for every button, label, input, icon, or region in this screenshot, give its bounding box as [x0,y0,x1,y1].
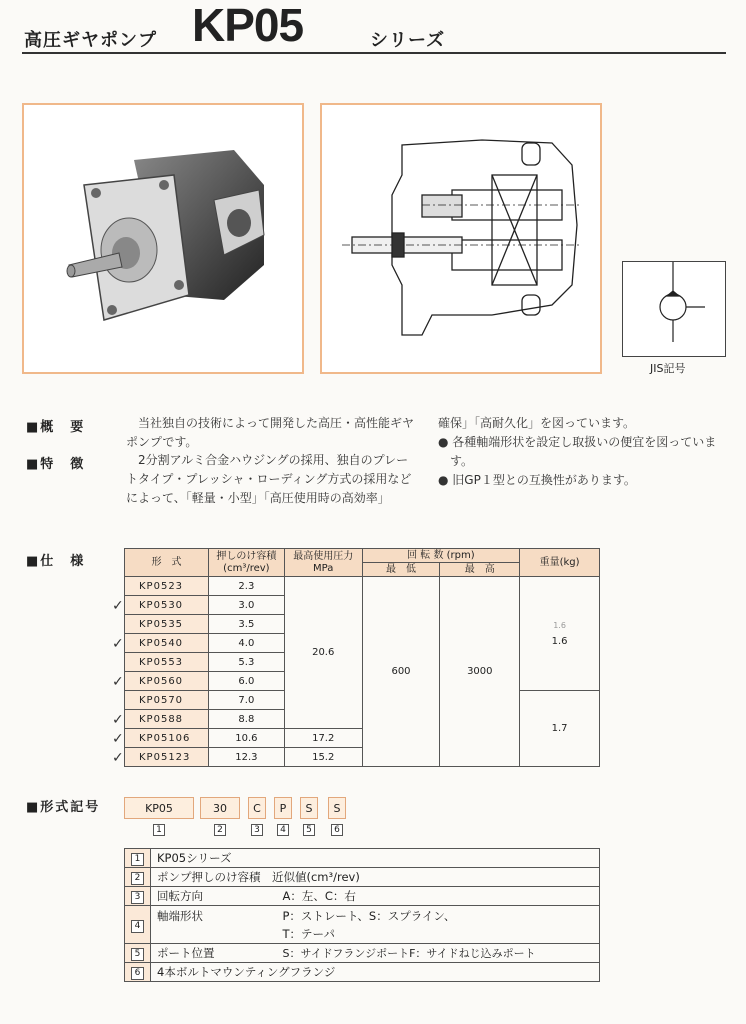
speed-min-value: 600 [362,577,440,767]
row-model: KP0560 [125,672,209,691]
features-continued: 確保」「高耐久化」を図っています。 [438,416,636,430]
row-model: KP0588 [125,710,209,729]
cross-section-illustration [322,105,600,372]
row-disp: 6.0 [208,672,284,691]
legend-num: 3 [131,891,144,904]
features-text: 2分割アルミ合金ハウジングの採用、独自のプレートタイプ・プレッシャ・ローディング方式の採用などによって、「軽量・小型」「高圧使用時の高効率」 [126,453,412,505]
legend-row [125,906,600,944]
pump-illustration [24,105,302,372]
row-disp: 5.3 [208,653,284,672]
th-displacement-unit: (cm³/rev) [223,562,270,574]
legend-row [125,944,600,963]
code-part-rotation: C [248,797,266,819]
check-mark: ✓ [112,731,124,747]
legend-value: P：ストレート、S：スプライン、 [282,908,456,923]
legend-value: A：左、C：右 [277,887,600,906]
th-speed-max: 最 高 [440,563,520,577]
code-legend-table [124,848,600,982]
code-index: 3 [251,824,263,836]
check-mark: ✓ [112,636,124,652]
pump-symbol-icon [623,262,725,356]
code-index: 2 [214,824,226,836]
row-disp: 8.8 [208,710,284,729]
weight-a [520,577,600,691]
legend-name: 4本ボルトマウンティングフランジ [151,963,600,982]
th-pressure [284,549,362,577]
title-prefix: 高圧ギヤポンプ [24,30,157,51]
check-mark: ✓ [112,750,124,766]
legend-num: 2 [131,872,144,885]
code-index: 6 [331,824,343,836]
row-model: KP0540 [125,634,209,653]
row-model: KP0535 [125,615,209,634]
row-disp: 4.0 [208,634,284,653]
legend-value: S：サイドフランジポートF：サイドねじ込みポート [277,944,600,963]
spec-label: ■仕 様 [26,554,86,569]
row-model: KP0570 [125,691,209,710]
th-model: 形 式 [125,549,209,577]
row-model: KP05106 [125,729,209,748]
th-displacement-label: 押しのけ容積 [216,550,277,562]
code-part-flange: S [328,797,346,819]
code-part-series: KP05 [124,797,194,819]
legend-row [125,849,600,868]
title-rule [22,52,726,54]
overview-text: 当社独自の技術によって開発した高圧・高性能ギヤポンプです。 [126,416,415,449]
code-label: ■形式記号 [26,800,101,815]
code-index: 4 [277,824,289,836]
check-mark: ✓ [112,598,124,614]
pressure-106: 17.2 [284,729,362,748]
row-model: KP0530 [125,596,209,615]
feature-bullet-2: ● 旧GP１型との互換性があります。 [438,473,636,487]
speed-max-value: 3000 [440,577,520,767]
row-model: KP0523 [125,577,209,596]
legend-row [125,887,600,906]
pump-photo [22,103,304,374]
feature-bullet-1-text: 各種軸端形状を設定し取扱いの便宜を図っています。 [450,435,717,468]
check-mark: ✓ [112,674,124,690]
title-model: KP05 [192,0,304,51]
legend-row [125,868,600,887]
legend-row [125,963,600,982]
pressure-main: 20.6 [284,577,362,729]
weight-b: 1.7 [520,691,600,767]
th-speed-min: 最 低 [362,563,440,577]
title-suffix: シリーズ [370,30,446,51]
legend-name: ポンプ押しのけ容積 [157,870,261,884]
th-weight: 重量(kg) [520,549,600,577]
jis-symbol-frame [622,261,726,357]
check-mark: ✓ [112,712,124,728]
legend-name: 軸端形状 [151,906,277,944]
row-disp: 3.0 [208,596,284,615]
feature-bullet-1: ● 各種軸端形状を設定し取扱いの便宜を図っています。 [438,435,717,468]
code-part-displacement: 30 [200,797,240,819]
features-label: ■特 徴 [26,457,86,472]
legend-name: ポート位置 [151,944,277,963]
row-disp: 10.6 [208,729,284,748]
th-speed: 回 転 数 (rpm) [362,549,520,563]
jis-label: JIS記号 [650,362,686,375]
legend-num: 6 [131,967,144,980]
legend-value-block [277,906,600,944]
row-disp: 2.3 [208,577,284,596]
row-disp: 7.0 [208,691,284,710]
row-disp: 3.5 [208,615,284,634]
legend-num: 4 [131,920,144,933]
pressure-123: 15.2 [284,748,362,767]
overview-label: ■概 要 [26,420,86,435]
legend-name: KP05シリーズ [151,849,600,868]
spec-table [124,548,600,767]
row-disp: 12.3 [208,748,284,767]
row-model: KP05123 [125,748,209,767]
legend-num: 1 [131,853,144,866]
code-index: 1 [153,824,165,836]
th-displacement [208,549,284,577]
code-part-shaft: P [274,797,292,819]
section-drawing [320,103,602,374]
th-pressure-label: 最高使用圧力 [293,550,354,562]
legend-name: 回転方向 [151,887,277,906]
weight-small: 1.6 [553,620,566,630]
legend-text [151,868,600,887]
row-model: KP0553 [125,653,209,672]
th-pressure-unit: MPa [313,562,334,574]
code-part-port: S [300,797,318,819]
code-index: 5 [303,824,315,836]
feature-bullet-2-text: 旧GP１型との互換性があります。 [452,473,636,487]
legend-value-2: T：テーパ [282,926,335,941]
legend-value: 近似値(cm³/rev) [272,870,360,884]
legend-num: 5 [131,948,144,961]
weight-a-value: 1.6 [551,635,568,647]
